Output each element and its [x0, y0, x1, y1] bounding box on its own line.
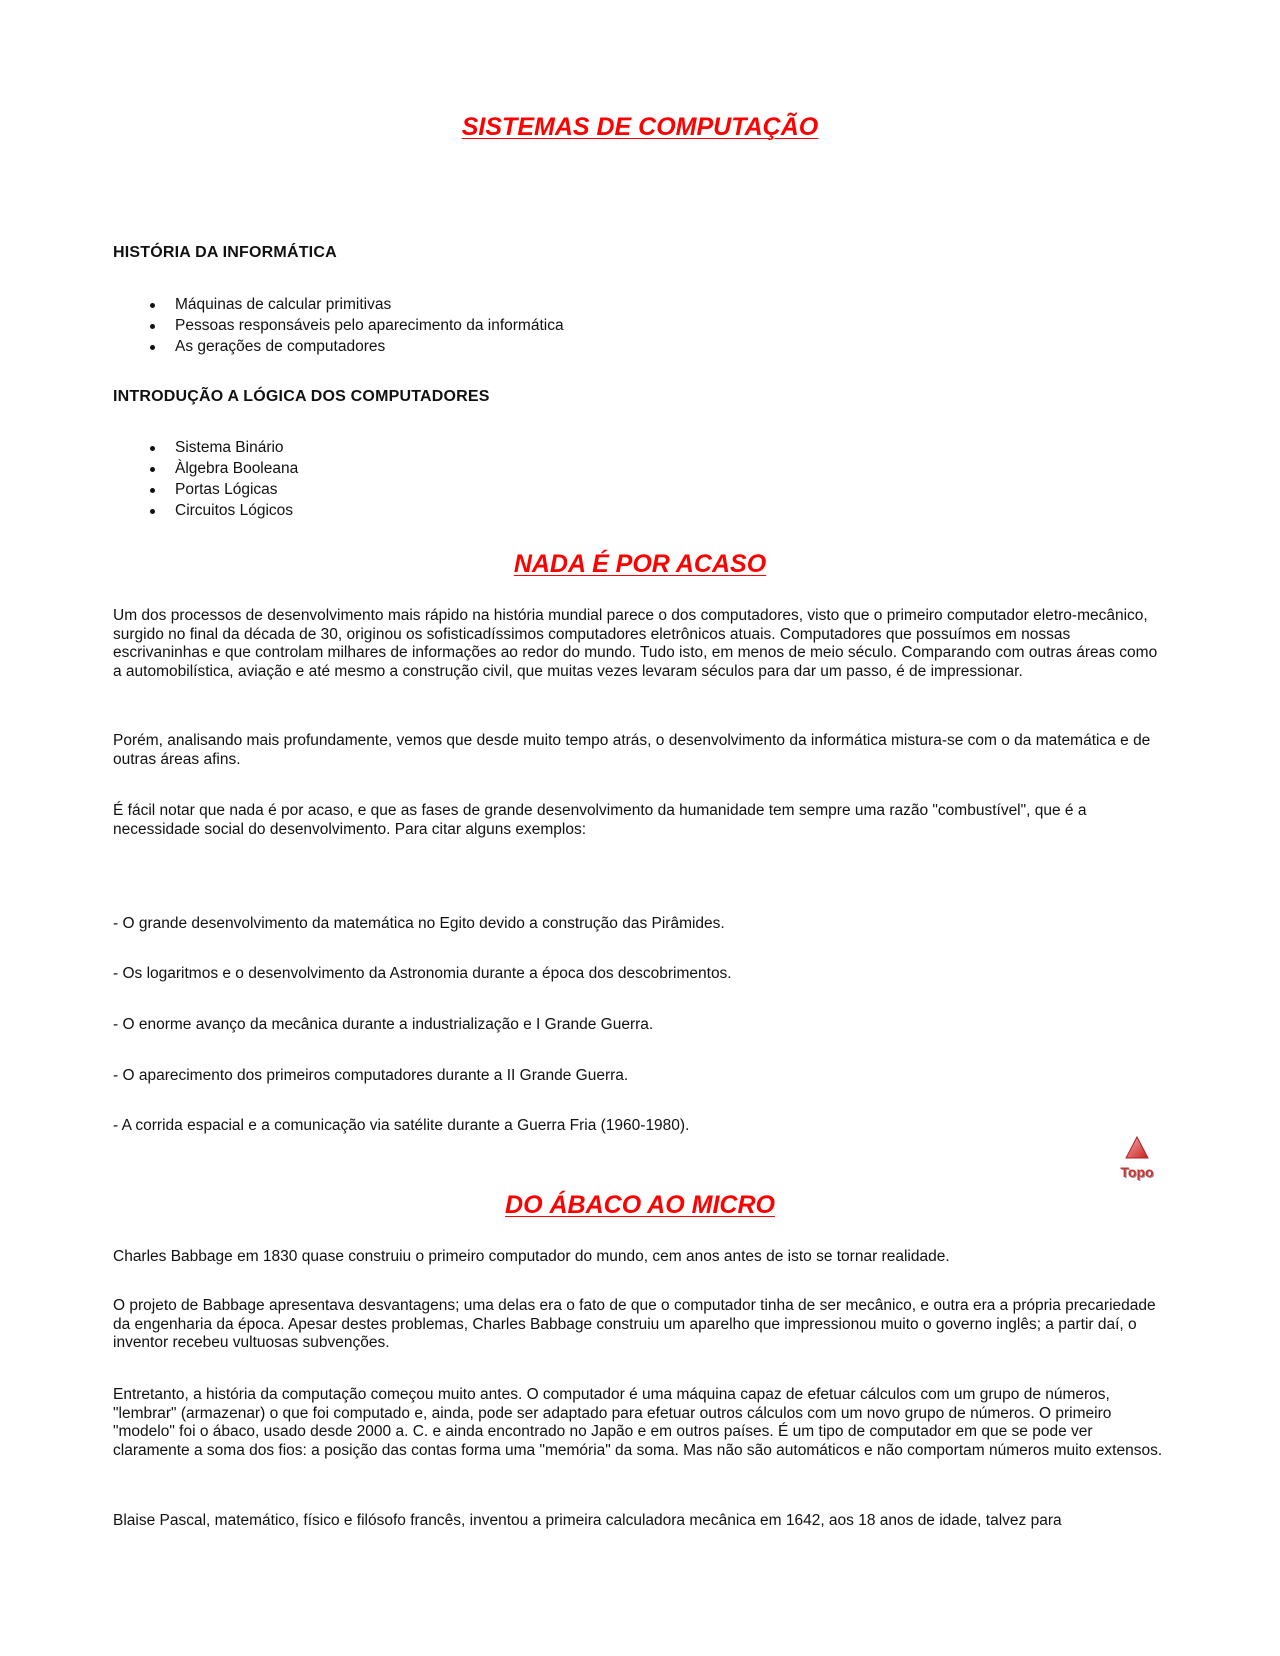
- example-line: - Os logaritmos e o desenvolvimento da Astronomia durante a época dos descobrimentos.: [113, 965, 732, 982]
- paragraph: O projeto de Babbage apresentava desvantagens; uma delas era o fato de que o computador tinha de ser mecânico, e outra era a própria precariedade da engenharia da época. Apesar destes problemas, Charles Babbage construiu um aparelho que impressionou muito o governo inglês; a partir daí, o inventor recebeu vultuosas subvenções.: [113, 1297, 1156, 1351]
- example-line: - O grande desenvolvimento da matemática no Egito devido a construção das Pirâmides.: [113, 915, 725, 932]
- paragraph: Charles Babbage em 1830 quase construiu o primeiro computador do mundo, cem anos antes de isto se tornar realidade.: [113, 1248, 950, 1265]
- paragraph: É fácil notar que nada é por acaso, e que as fases de grande desenvolvimento da humanidade tem sempre uma razão "combustível", que é a necessidade social do desenvolvimento. Para citar alguns exemplos:: [113, 802, 1087, 838]
- section-title-abaco: DO ÁBACO AO MICRO: [505, 1191, 775, 1219]
- list-item-link[interactable]: As gerações de computadores: [113, 336, 564, 357]
- section-title-nada: NADA É POR ACASO: [513, 550, 767, 578]
- page-title: SISTEMAS DE COMPUTAÇÃO: [461, 113, 819, 141]
- example-line: - A corrida espacial e a comunicação via satélite durante a Guerra Fria (1960-1980).: [113, 1117, 690, 1134]
- paragraph: Um dos processos de desenvolvimento mais rápido na história mundial parece o dos computadores, visto que o primeiro computador eletro-mecânico, surgido no final da década de 30, originou os sofisticadíssimos computadores eletrônicos atuais. Computadores que possuímos em nossas escrivaninhas e que controlam milhares de informações ao redor do mundo. Tudo isto, em menos de meio século. Comparando com outras áreas como a automobilística, aviação e até mesmo a construção civil, que muitas vezes levaram séculos para dar um passo, é de impressionar.: [113, 607, 1158, 680]
- heading-historia: HISTÓRIA DA INFORMÁTICA: [113, 244, 337, 261]
- list-historia: [113, 294, 564, 357]
- list-item-link[interactable]: Circuitos Lógicos: [113, 500, 298, 521]
- back-to-top-button[interactable]: [1112, 1134, 1162, 1186]
- example-line: - O enorme avanço da mecânica durante a industrialização e I Grande Guerra.: [113, 1016, 654, 1033]
- arrow-up-icon: [1112, 1134, 1162, 1166]
- paragraph: Porém, analisando mais profundamente, vemos que desde muito tempo atrás, o desenvolvimento da informática mistura-se com o da matemática e de outras áreas afins.: [113, 732, 1151, 768]
- list-item-link[interactable]: Máquinas de calcular primitivas: [113, 294, 564, 315]
- example-line: - O aparecimento dos primeiros computadores durante a II Grande Guerra.: [113, 1067, 629, 1084]
- paragraph: Entretanto, a história da computação começou muito antes. O computador é uma máquina capaz de efetuar cálculos com um grupo de números, "lembrar" (armazenar) o que foi computado e, ainda, pode ser adaptado para efetuar outros cálculos com um novo grupo de números. O primeiro "modelo" foi o ábaco, usado desde 2000 a. C. e ainda encontrado no Japão e em outros países. É um tipo de computador em que se pode ver claramente a soma dos fios: a posição das contas forma uma "memória" da soma. Mas não são automáticos e não comportam números muito extensos.: [113, 1386, 1163, 1459]
- back-to-top-label: Topo: [1120, 1164, 1154, 1180]
- list-item-link[interactable]: Portas Lógicas: [113, 479, 298, 500]
- paragraph: Blaise Pascal, matemático, físico e filósofo francês, inventou a primeira calculadora mecânica em 1642, aos 18 anos de idade, talvez para: [113, 1512, 1062, 1529]
- list-item-link[interactable]: Pessoas responsáveis pelo aparecimento da informática: [113, 315, 564, 336]
- heading-introducao: INTRODUÇÃO A LÓGICA DOS COMPUTADORES: [113, 388, 490, 405]
- list-introducao: [113, 437, 298, 521]
- list-item-link[interactable]: Sistema Binário: [113, 437, 298, 458]
- list-item-link[interactable]: Àlgebra Booleana: [113, 458, 298, 479]
